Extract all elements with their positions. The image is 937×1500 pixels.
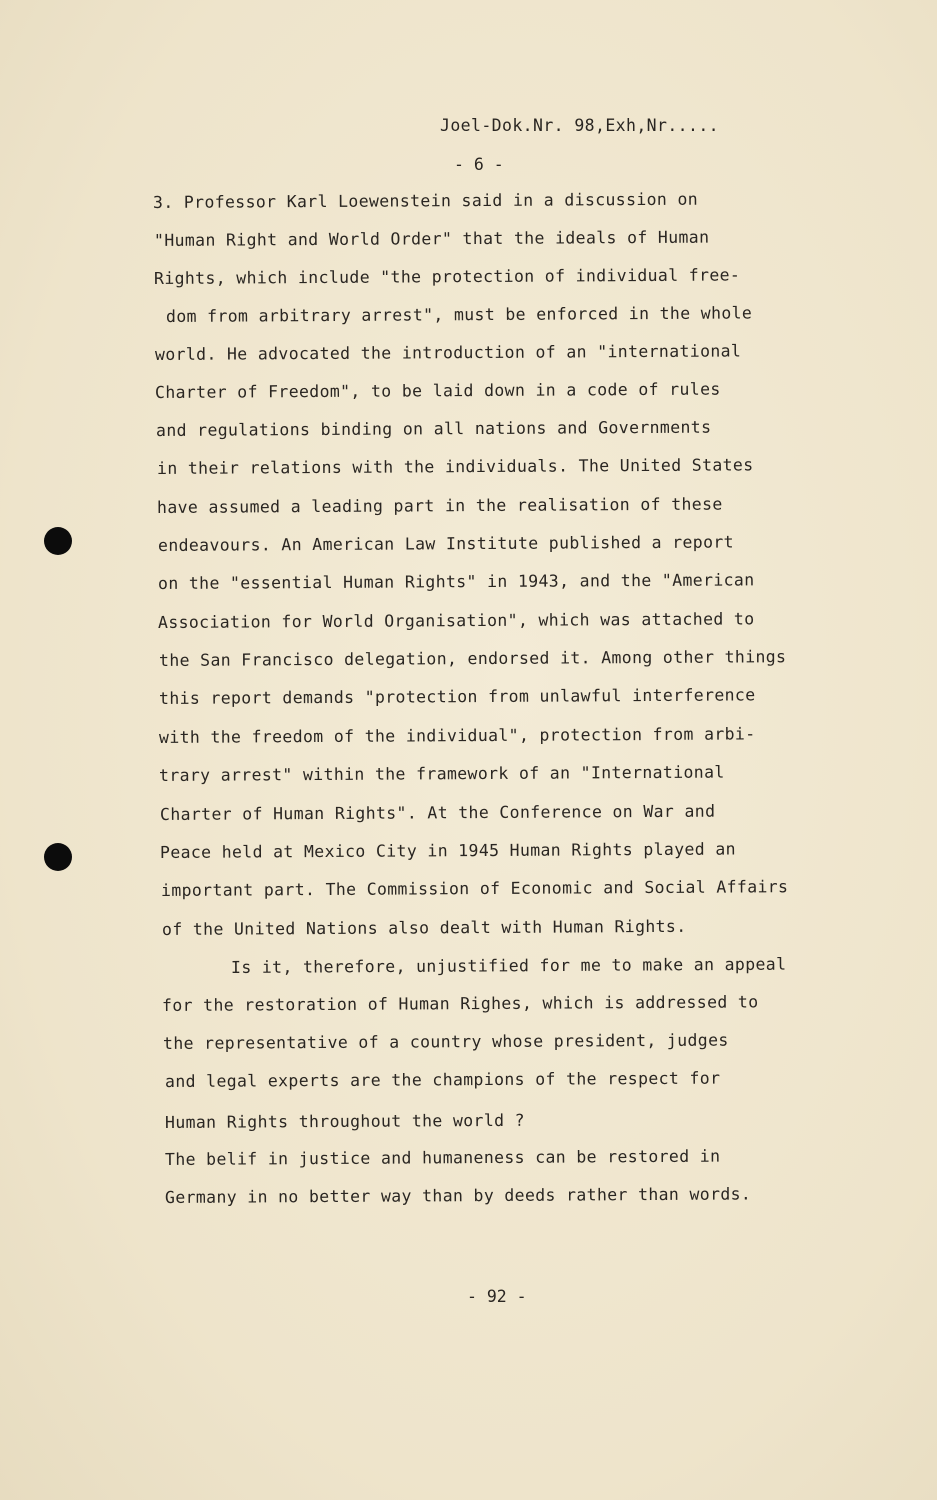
text-line: of the United Nations also dealt with Human Rights. (161, 916, 687, 939)
text-line: Germany in no better way than by deeds rather than words. (164, 1184, 752, 1207)
text-line: in their relations with the individuals. The United States (156, 455, 754, 478)
text-line: Charter of Human Rights". At the Conference on War and (159, 801, 716, 824)
page-number: - 6 - (454, 155, 504, 174)
text-line: have assumed a leading part in the realisation of these (156, 494, 723, 517)
text-line: 3. Professor Karl Loewenstein said in a discussion on (152, 189, 699, 212)
text-line: the San Francisco delegation, endorsed it. Among other things (158, 647, 787, 670)
text-line: world. He advocated the introduction of an "international (154, 341, 742, 364)
document-reference-header: Joel-Dok.Nr. 98,Exh,Nr..... (440, 116, 720, 135)
text-line: Peace held at Mexico City in 1945 Human Rights played an (159, 839, 736, 862)
text-line: endeavours. An American Law Institute published a report (157, 532, 734, 555)
text-line: the representative of a country whose president, judges (162, 1030, 729, 1053)
text-line: "Human Right and World Order" that the ideals of Human (153, 227, 710, 250)
text-line: important part. The Commission of Economic and Social Affairs (160, 877, 789, 900)
text-line: dom from arbitrary arrest", must be enforced in the whole (165, 303, 753, 326)
text-line: Charter of Freedom", to be laid down in a code of rules (154, 379, 721, 402)
text-line: Human Rights throughout the world ? (164, 1110, 525, 1132)
text-line: on the "essential Human Rights" in 1943, and the "American (157, 570, 755, 593)
text-line: with the freedom of the individual", protection from arbi- (158, 724, 756, 747)
text-line: and regulations binding on all nations and Governments (155, 417, 712, 440)
text-line: this report demands "protection from unlawful interference (158, 685, 756, 708)
text-line: for the restoration of Human Righes, which is addressed to (161, 992, 759, 1015)
punch-hole (44, 527, 72, 555)
text-line: Association for World Organisation", which was attached to (157, 609, 755, 632)
text-line: The belif in justice and humaneness can be restored in (164, 1146, 721, 1169)
text-line: Rights, which include "the protection of individual free- (153, 265, 741, 288)
text-line: trary arrest" within the framework of an "International (158, 762, 725, 785)
archive-page-number: - 92 - (467, 1287, 527, 1306)
text-line: and legal experts are the champions of the respect for (164, 1068, 721, 1091)
punch-hole (44, 843, 72, 871)
text-line: Is it, therefore, unjustified for me to make an appeal (230, 954, 787, 977)
